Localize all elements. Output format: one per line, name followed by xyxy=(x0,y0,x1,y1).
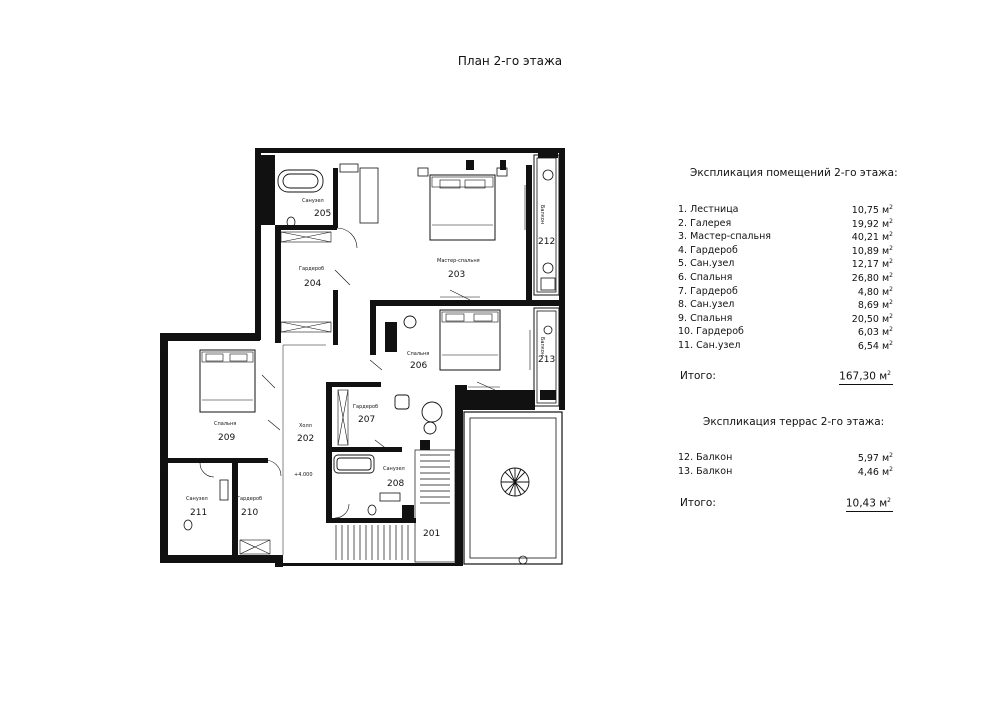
walls xyxy=(160,148,565,567)
terrace-total-row xyxy=(678,497,893,513)
room-210-number: 210 xyxy=(241,508,259,518)
table-row xyxy=(678,258,893,271)
hall-outline xyxy=(283,345,326,555)
room-209-name: Спальня xyxy=(214,421,237,427)
plant-icon xyxy=(543,263,553,273)
level-mark: +4.000 xyxy=(294,472,313,478)
table-row xyxy=(678,340,893,353)
room-208-number: 208 xyxy=(387,479,405,489)
row-name: 9. Спальня xyxy=(678,312,733,324)
room-212-name: Балкон xyxy=(539,205,545,225)
balcony-rail xyxy=(540,390,556,400)
room-204-number: 204 xyxy=(304,279,322,289)
row-name: 2. Галерея xyxy=(678,217,732,229)
room-212-number: 212 xyxy=(538,237,556,247)
plant-icon xyxy=(543,170,553,180)
row-name: 5. Сан.узел xyxy=(678,258,735,270)
table-row xyxy=(678,218,893,231)
row-name: 4. Гардероб xyxy=(678,244,738,256)
table-row xyxy=(678,204,893,217)
room-209-number: 209 xyxy=(218,433,236,443)
row-area: 12,17 $м^2$ xyxy=(851,258,893,271)
room-210-name: Гардероб xyxy=(237,496,263,502)
row-name: 8. Сан.узел xyxy=(678,299,735,311)
room-203-number: 203 xyxy=(448,270,466,280)
chair-icon xyxy=(541,278,555,290)
room-202-number: 202 xyxy=(297,434,315,444)
room-211-name: Санузел xyxy=(186,496,208,502)
row-name: 10. Гардероб xyxy=(678,326,744,338)
table-row xyxy=(678,313,893,326)
plant-icon xyxy=(544,326,552,334)
bathtub xyxy=(278,170,323,192)
balcony-rail xyxy=(538,152,558,158)
row-area: 4,46 $м^2$ xyxy=(857,465,893,478)
table-row xyxy=(678,299,893,312)
table-row xyxy=(678,286,893,299)
row-area: 26,80 $м^2$ xyxy=(851,272,893,285)
row-area: 10,75 $м^2$ xyxy=(851,204,893,217)
room-202-name: Холл xyxy=(299,423,312,429)
master-bed xyxy=(418,168,507,240)
room-201-number: 201 xyxy=(423,529,441,539)
room-213-number: 213 xyxy=(538,355,556,365)
terrace-total-value: 10,43 $м^2$ xyxy=(845,497,891,510)
row-name: 13. Балкон xyxy=(678,465,733,477)
doors xyxy=(200,185,530,518)
room-203-name: Мастер-спальня xyxy=(437,258,480,264)
row-name: 12. Балкон xyxy=(678,452,733,463)
room-205-number: 205 xyxy=(314,209,332,219)
room-213-name: Балкон xyxy=(539,337,545,357)
row-area: 6,03 $м^2$ xyxy=(857,326,893,339)
row-area: 8,69 $м^2$ xyxy=(857,299,893,312)
rooms-table-title: Экспликация помещений 2-го этажа: xyxy=(690,167,898,179)
room-206-number: 206 xyxy=(410,361,428,371)
room-204-name: Гардероб xyxy=(299,266,325,272)
toilets-sinks xyxy=(184,164,400,530)
rooms-total-value: 167,30 $м^2$ xyxy=(839,370,891,383)
row-area: 19,92 $м^2$ xyxy=(851,217,893,230)
row-area: 40,21 $м^2$ xyxy=(851,231,893,244)
plan-title: План 2-го этажа xyxy=(457,54,563,68)
table-row xyxy=(678,272,893,285)
row-area: 20,50 $м^2$ xyxy=(851,312,893,325)
rooms-total-row xyxy=(678,370,893,386)
bed-206 xyxy=(440,310,500,370)
room-205-name: Санузел xyxy=(302,198,324,204)
table-row xyxy=(678,466,893,479)
rooms-total-label: Итого: xyxy=(680,370,716,382)
room-206-name: Спальня xyxy=(407,351,430,357)
plant-icon xyxy=(519,556,527,564)
row-name: 1. Лестница xyxy=(678,204,739,215)
room-207-number: 207 xyxy=(358,415,376,425)
row-area: 6,54 $м^2$ xyxy=(857,340,893,353)
bathtub-208 xyxy=(334,455,374,473)
room-208-name: Санузел xyxy=(383,466,405,472)
row-name: 6. Спальня xyxy=(678,272,733,283)
table-row xyxy=(678,326,893,339)
table-row xyxy=(678,452,893,465)
tree-icon xyxy=(501,468,529,496)
room-211-number: 211 xyxy=(190,508,208,518)
row-name: 7. Гардероб xyxy=(678,285,738,297)
row-name: 3. Мастер-спальня xyxy=(678,231,772,243)
row-area: 5,97 $м^2$ xyxy=(857,452,893,465)
row-area: 4,80 $м^2$ xyxy=(857,285,893,298)
armchairs xyxy=(395,316,442,434)
room-207-name: Гардероб xyxy=(353,404,379,410)
table-row xyxy=(678,245,893,258)
row-name: 11. Сан.узел xyxy=(678,340,741,351)
terrace-table-title: Экспликация террас 2-го этажа: xyxy=(703,416,885,428)
bed-209 xyxy=(200,350,255,412)
row-area: 10,89 $м^2$ xyxy=(851,244,893,257)
table-row xyxy=(678,231,893,244)
terrace-total-label: Итого: xyxy=(680,497,716,509)
